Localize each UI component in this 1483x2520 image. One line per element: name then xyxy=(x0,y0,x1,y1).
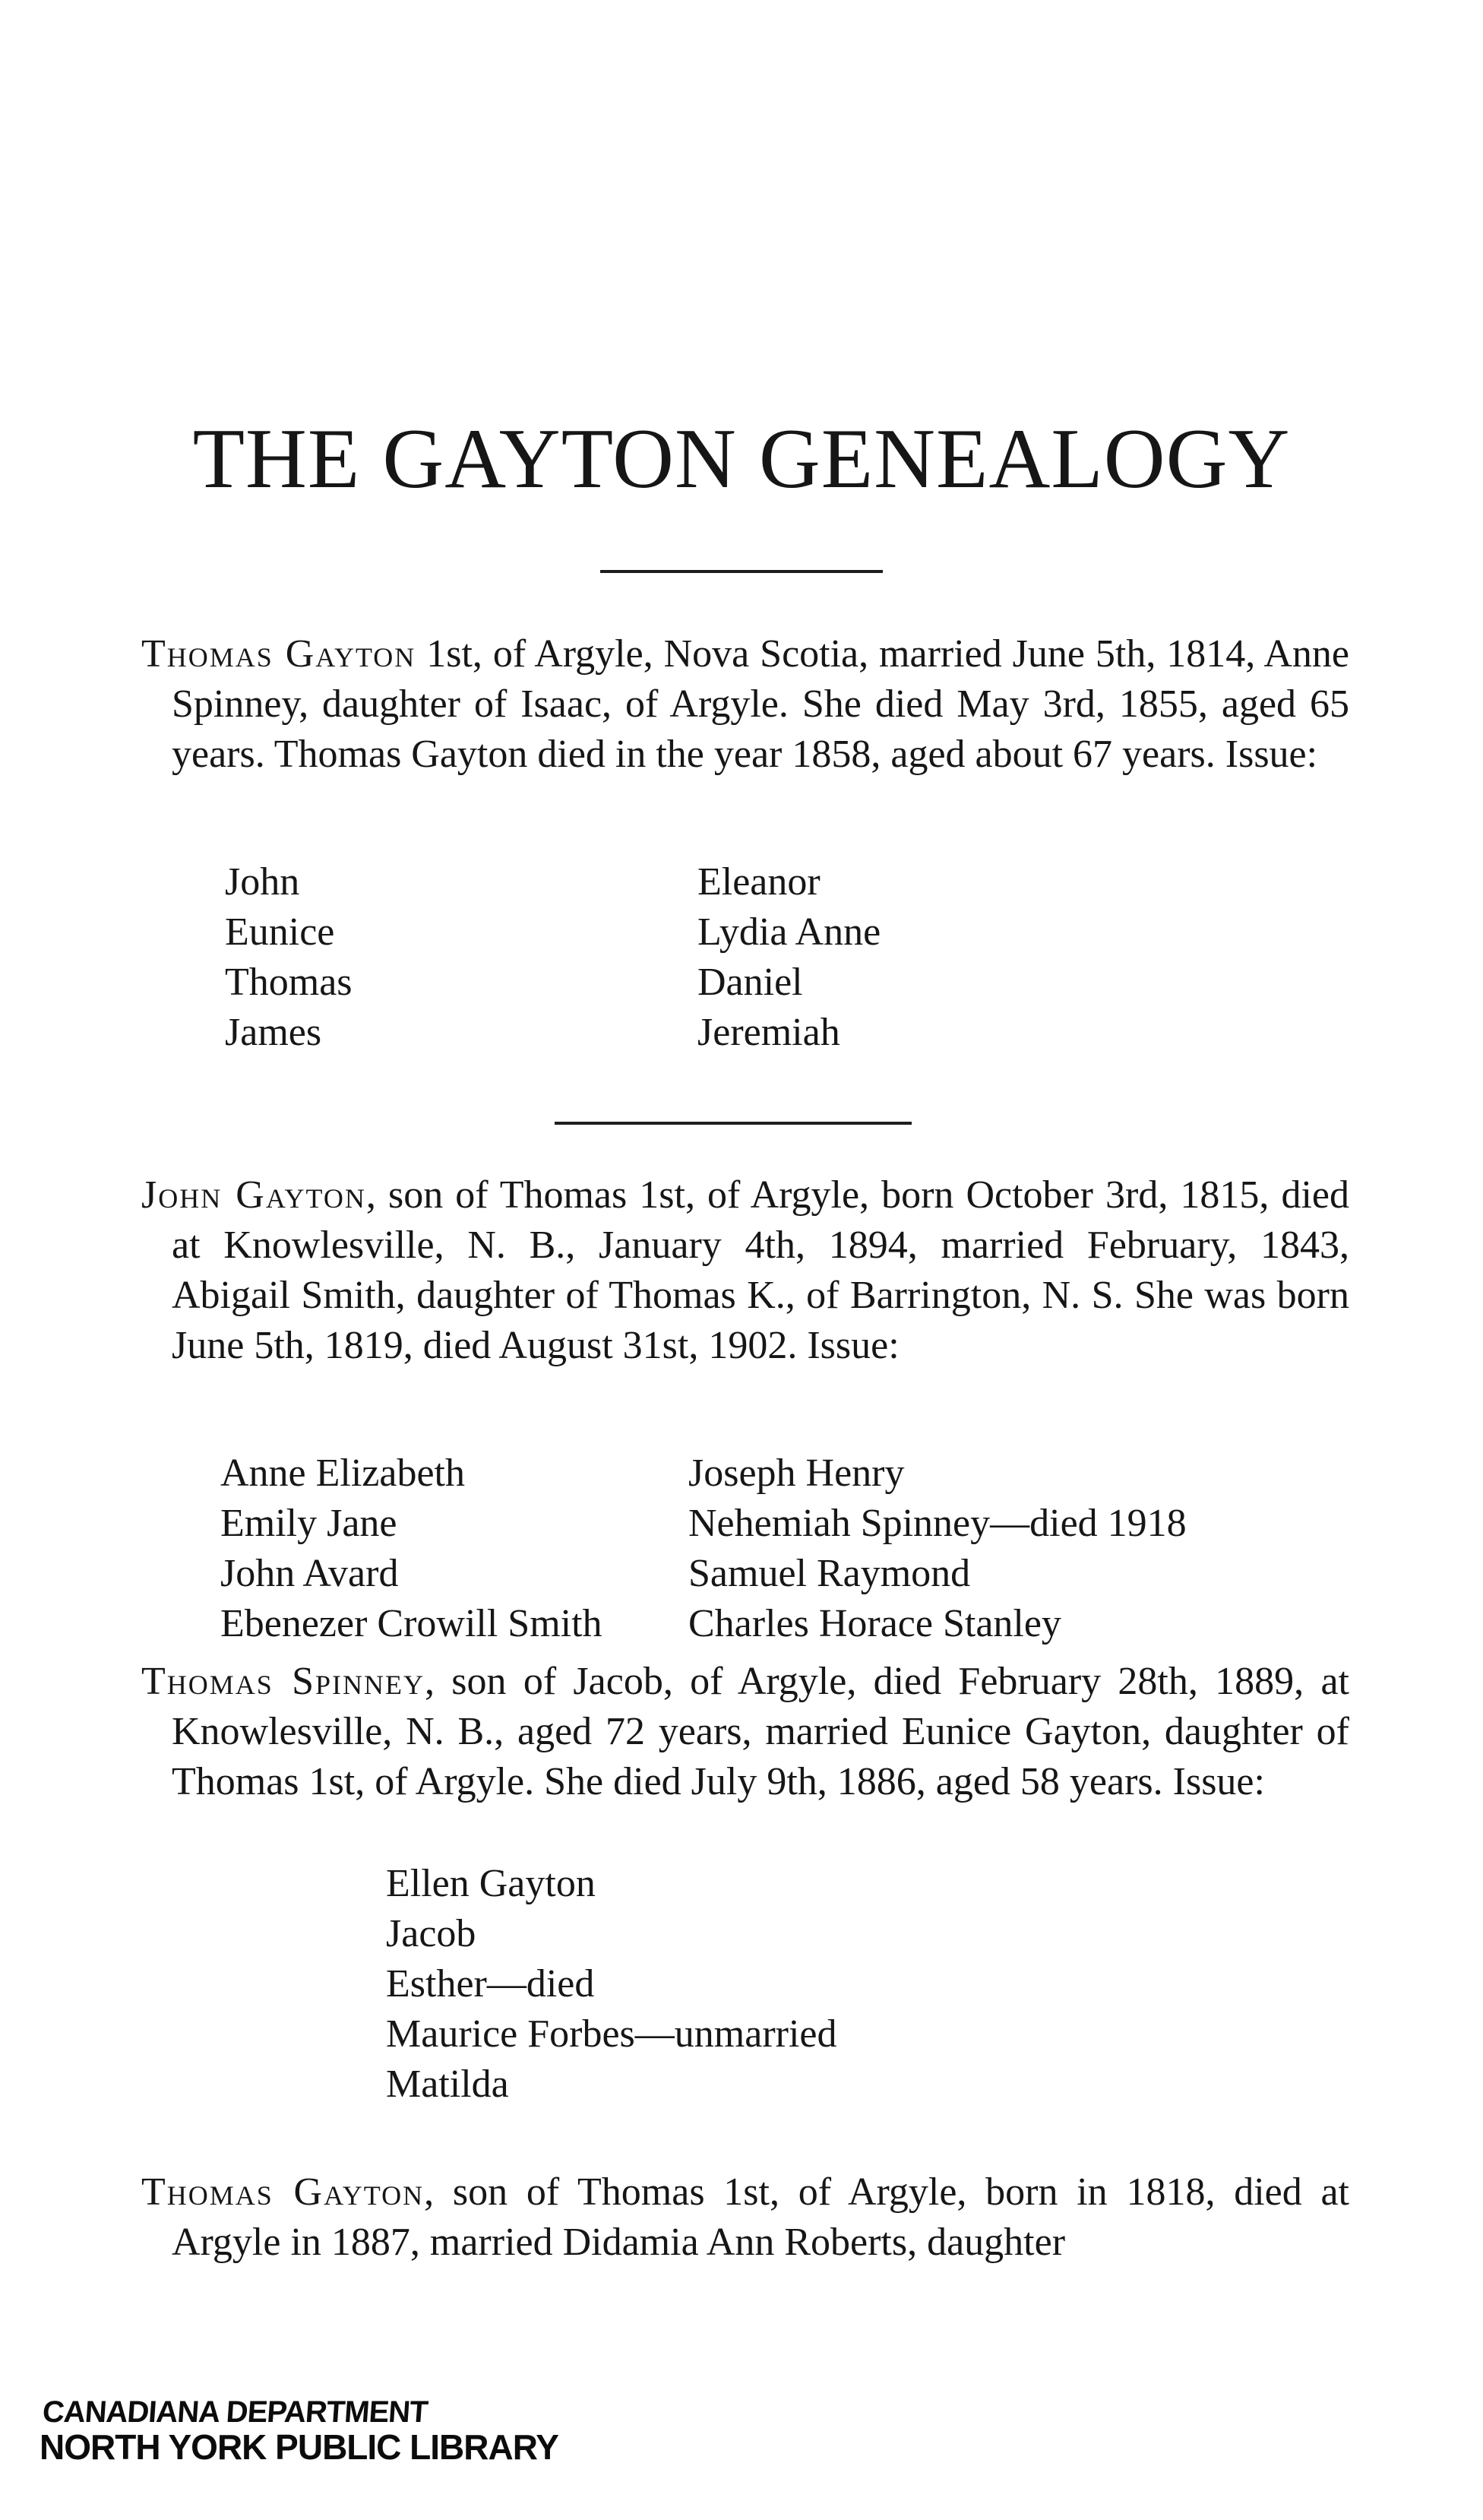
entry-name: Thomas Gayton xyxy=(141,632,416,676)
issue-item: Jeremiah xyxy=(697,1011,840,1054)
library-stamp xyxy=(40,2395,558,2467)
issue-item: James xyxy=(225,1011,322,1054)
issue-item: John Avard xyxy=(220,1552,399,1595)
entry-thomas-gayton-1st xyxy=(141,629,1349,780)
issue-item: Eleanor xyxy=(697,860,821,904)
page-title: THE GAYTON GENEALOGY xyxy=(192,412,1291,506)
issue-item: Thomas xyxy=(225,961,353,1004)
entry-text: , son of Jacob, of Argyle, died February 28th, 1889, at Knowlesville, N. B., aged 72 years, married Eunice Gayton, daughter of Thomas 1st, of Argyle. She died July 9th, 1886, aged 58 years. Issue: xyxy=(172,1660,1349,1803)
issue-item: Ebenezer Crowill Smith xyxy=(220,1602,602,1645)
title-divider xyxy=(600,570,883,573)
entry-name: Thomas Spinney xyxy=(141,1660,425,1703)
stamp-line-2: NORTH YORK PUBLIC LIBRARY xyxy=(40,2427,558,2467)
issue-item: Nehemiah Spinney—died 1918 xyxy=(688,1502,1187,1545)
issue-item: Lydia Anne xyxy=(697,910,881,954)
issue-column-left xyxy=(225,857,353,1058)
issue-item: Eunice xyxy=(225,910,335,954)
issue-item: Ellen Gayton xyxy=(386,1862,596,1905)
issue-column-right xyxy=(697,857,881,1058)
entry-thomas-spinney xyxy=(141,1657,1349,1807)
section-divider xyxy=(555,1122,912,1125)
entry-text: , son of Thomas 1st, of Argyle, born October 3rd, 1815, died at Knowlesville, N. B., January 4th, 1894, married February, 1843, Abigail Smith, daughter of Thomas K., of Barrington, N. S. She was born June 5th, 1819, died August 31st, 1902. Issue: xyxy=(172,1173,1350,1367)
entry-name: John Gayton xyxy=(141,1173,366,1217)
issue-item: Emily Jane xyxy=(220,1502,397,1545)
issue-item: Samuel Raymond xyxy=(688,1552,971,1595)
issue-item: Anne Elizabeth xyxy=(220,1452,465,1495)
issue-item: John xyxy=(225,860,300,904)
issue-item: Maurice Forbes—unmarried xyxy=(386,2012,837,2056)
issue-item: Daniel xyxy=(697,961,803,1004)
issue-column-left xyxy=(220,1448,602,1649)
issue-item: Jacob xyxy=(386,1912,476,1955)
issue-item: Joseph Henry xyxy=(688,1452,905,1495)
issue-column-right xyxy=(688,1448,1187,1649)
entry-text: , son of Thomas 1st, of Argyle, born in 1818, died at Argyle in 1887, married Didamia Ann Roberts, daughter xyxy=(172,2170,1350,2264)
entry-name: Thomas Gayton xyxy=(141,2170,425,2214)
entry-text: 1st, of Argyle, Nova Scotia, married June 5th, 1814, Anne Spinney, daughter of Isaac, of Argyle. She died May 3rd, 1855, aged 65 years. Thomas Gayton died in the year 1858, aged about 67 years. Issue: xyxy=(172,632,1349,776)
issue-item: Matilda xyxy=(386,2063,509,2106)
issue-item: Charles Horace Stanley xyxy=(688,1602,1061,1645)
stamp-line-1: CANADIANA DEPARTMENT xyxy=(41,2395,429,2429)
issue-item: Esther—died xyxy=(386,1962,595,2006)
issue-list-thomas-spinney xyxy=(386,1859,836,2110)
entry-thomas-gayton-son xyxy=(141,2167,1349,2268)
entry-john-gayton xyxy=(141,1170,1349,1371)
